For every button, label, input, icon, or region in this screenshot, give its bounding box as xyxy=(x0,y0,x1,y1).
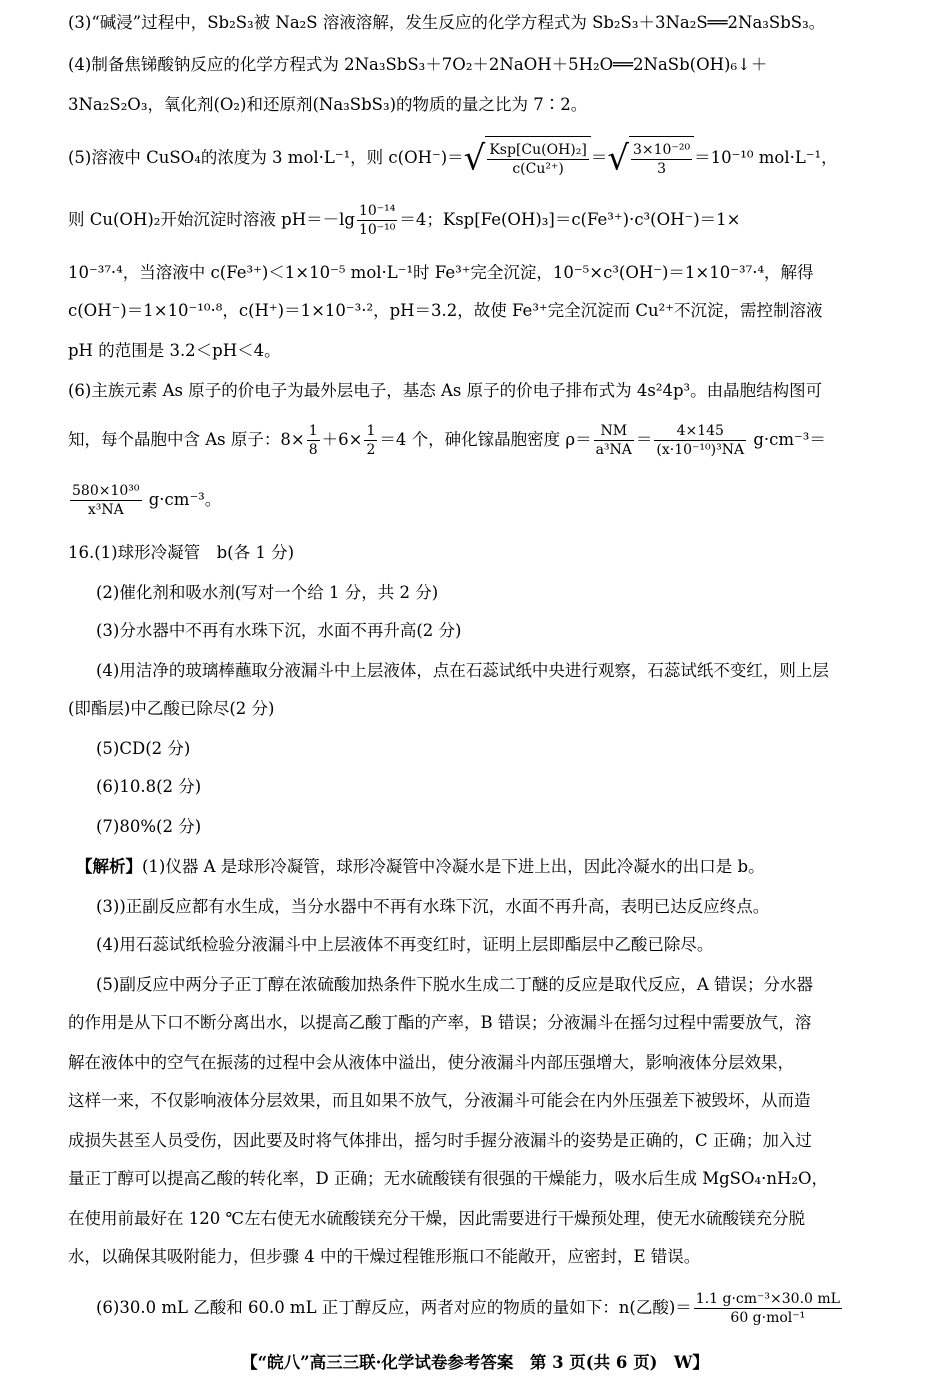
text-line: (4)制备焦锑酸钠反应的化学方程式为 2Na₃SbS₃＋7O₂＋2NaOH＋5H₂O══2NaSb(OH)₆↓＋ xyxy=(68,55,768,74)
text-fragment: ＋6× xyxy=(321,430,363,449)
sqrt-expression: √ $\frac{\text{3×10⁻²⁰}}{3}$ xyxy=(607,136,694,180)
fraction xyxy=(694,1290,842,1327)
formula-line xyxy=(68,478,914,522)
answer-item-cont: (即酯层)中乙酸已除尽(2 分) xyxy=(68,699,275,718)
text-fragment: ＝10⁻¹⁰ mol·L⁻¹， xyxy=(694,148,838,167)
fraction-denominator: 3 xyxy=(657,161,666,177)
text-fragment: ＝4；Ksp[Fe(OH)₃]＝c(Fe³⁺)·c³(OH⁻)＝1× xyxy=(399,210,741,229)
fraction-denominator: a³NA xyxy=(595,442,632,458)
fraction-denominator: 8 xyxy=(308,442,318,458)
text-line: 10⁻³⁷·⁴，当溶液中 c(Fe³⁺)＜1×10⁻⁵ mol·L⁻¹时 Fe³⁺完全沉淀，10⁻⁵×c³(OH⁻)＝1×10⁻³⁷·⁴，解得 xyxy=(68,263,814,282)
text-line: (3))正副反应都有水生成，当分水器中不再有水珠下沉，水面不再升高，表明已达反应终点。 xyxy=(96,897,770,916)
text-line: 水，以确保其吸附能力，但步骤 4 中的干燥过程锥形瓶口不能敞开，应密封，E 错误。 xyxy=(68,1247,701,1266)
text-fragment: ＝ xyxy=(590,148,608,167)
formula-line xyxy=(68,198,914,242)
text-line: 量正丁醇可以提高乙酸的转化率，D 正确；无水硫酸镁有很强的干燥能力，吸水后生成 MgSO₄·nH₂O， xyxy=(68,1169,829,1188)
fraction-denominator: 60 g·mol⁻¹ xyxy=(730,1310,806,1326)
text-fragment: g·cm⁻³。 xyxy=(143,490,222,509)
analysis-line xyxy=(76,856,914,878)
fraction xyxy=(654,422,746,459)
question-16-answer-1: 16.(1)球形冷凝管 b(各 1 分) xyxy=(68,543,295,562)
fraction xyxy=(594,422,634,459)
fraction-denominator: 2 xyxy=(366,442,376,458)
text-line: 解在液体中的空气在振荡的过程中会从液体中溢出，使分液漏斗内部压强增大，影响液体分层效果， xyxy=(68,1053,794,1072)
answer-item: (5)CD(2 分) xyxy=(96,739,191,758)
text-fragment: g·cm⁻³＝ xyxy=(748,430,826,449)
text-line: 在使用前最好在 120 ℃左右使无水硫酸镁充分干燥，因此需要进行干燥预处理，使无水硫酸镁充分脱 xyxy=(68,1209,805,1228)
text-line: (3)“碱浸”过程中，Sb₂S₃被 Na₂S 溶液溶解，发生反应的化学方程式为 Sb₂S₃＋3Na₂S══2Na₃SbS₃。 xyxy=(68,13,826,32)
text-line: 3Na₂S₂O₃，氧化剂(O₂)和还原剂(Na₃SbS₃)的物质的量之比为 7∶2。 xyxy=(68,95,588,114)
text-line: (6)主族元素 As 原子的价电子为最外层电子，基态 As 原子的价电子排布式为 4s²4p³。由晶胞结构图可 xyxy=(68,381,823,400)
fraction-denominator: c(Cu²⁺) xyxy=(512,161,564,177)
fraction-numerator: 1 xyxy=(308,423,318,439)
text-line: 的作用是从下口不断分离出水，以提高乙酸丁酯的产率，B 错误；分液漏斗在摇匀过程中需要放气，溶 xyxy=(68,1013,812,1032)
formula-line xyxy=(68,418,914,462)
answer-item: (6)10.8(2 分) xyxy=(96,777,202,796)
answer-item: (3)分水器中不再有水珠下沉，水面不再升高(2 分) xyxy=(96,621,462,640)
text-fragment: (1)仪器 A 是球形冷凝管，球形冷凝管中冷凝水是下进上出，因此冷凝水的出口是 b。 xyxy=(142,857,765,876)
fraction-numerator: 10⁻¹⁴ xyxy=(358,203,396,219)
text-line: 这样一来，不仅影响液体分层效果，而且如果不放气，分液漏斗可能会在内外压强差下被毁坏，从而造 xyxy=(68,1091,811,1110)
formula-line xyxy=(96,1286,914,1330)
fraction-numerator: Ksp[Cu(OH)₂] xyxy=(489,142,587,158)
text-line: (4)用石蕊试纸检验分液漏斗中上层液体不再变红时，证明上层即酯层中乙酸已除尽。 xyxy=(96,935,714,954)
fraction xyxy=(364,422,377,459)
fraction-denominator: (x·10⁻¹⁰)³NA xyxy=(656,442,745,458)
answer-item: (4)用洁净的玻璃棒蘸取分液漏斗中上层液体，点在石蕊试纸中央进行观察，石蕊试纸不变红，则上层 xyxy=(96,661,829,680)
text-line: c(OH⁻)＝1×10⁻¹⁰·⁸，c(H⁺)＝1×10⁻³·²，pH＝3.2，故使 Fe³⁺完全沉淀而 Cu²⁺不沉淀，需控制溶液 xyxy=(68,301,823,320)
fraction-numerator: 1.1 g·cm⁻³×30.0 mL xyxy=(695,1291,840,1307)
text-fragment: ＝4 个，砷化镓晶胞密度 ρ＝ xyxy=(379,430,592,449)
fraction xyxy=(357,202,397,239)
fraction-numerator: NM xyxy=(594,422,634,441)
text-fragment: 知，每个晶胞中含 As 原子：8× xyxy=(68,430,305,449)
text-line: 成损失甚至人员受伤，因此要及时将气体排出，摇匀时手握分液漏斗的姿势是正确的，C 正确；加入过 xyxy=(68,1131,812,1150)
text-fragment: ＝ xyxy=(635,430,653,449)
text-fragment: (6)30.0 mL 乙酸和 60.0 mL 正丁醇反应，两者对应的物质的量如下：n(乙酸)＝ xyxy=(96,1298,692,1317)
fraction xyxy=(307,422,320,459)
text-fragment: (5)溶液中 CuSO₄的浓度为 3 mol·L⁻¹，则 c(OH⁻)＝ xyxy=(68,148,464,167)
analysis-tag: 【解析】 xyxy=(76,857,142,876)
text-line: (5)副反应中两分子正丁醇在浓硫酸加热条件下脱水生成二丁醚的反应是取代反应，A 错误；分水器 xyxy=(96,975,814,994)
fraction-numerator: 1 xyxy=(366,423,376,439)
fraction-denominator: x³NA xyxy=(87,502,124,518)
answer-item: (7)80%(2 分) xyxy=(96,817,202,836)
text-line: pH 的范围是 3.2＜pH＜4。 xyxy=(68,341,281,360)
text-fragment: 则 Cu(OH)₂开始沉淀时溶液 pH＝－lg xyxy=(68,210,355,229)
fraction-numerator: 580×10³⁰ xyxy=(72,483,140,499)
fraction xyxy=(70,482,142,519)
formula-line xyxy=(68,136,914,180)
fraction-denominator: 10⁻¹⁰ xyxy=(358,222,396,238)
fraction-numerator: 3×10⁻²⁰ xyxy=(633,142,691,158)
fraction-numerator: 4×145 xyxy=(654,422,746,441)
page-footer: 【“皖八”高三三联·化学试卷参考答案 第 3 页(共 6 页) W】 xyxy=(241,1353,709,1372)
sqrt-expression: √ $\frac{\text{Ksp[Cu(OH)₂]}}{\text{c(Cu²⁺)}}$ xyxy=(464,136,591,180)
answer-item: (2)催化剂和吸水剂(写对一个给 1 分，共 2 分) xyxy=(96,583,439,602)
